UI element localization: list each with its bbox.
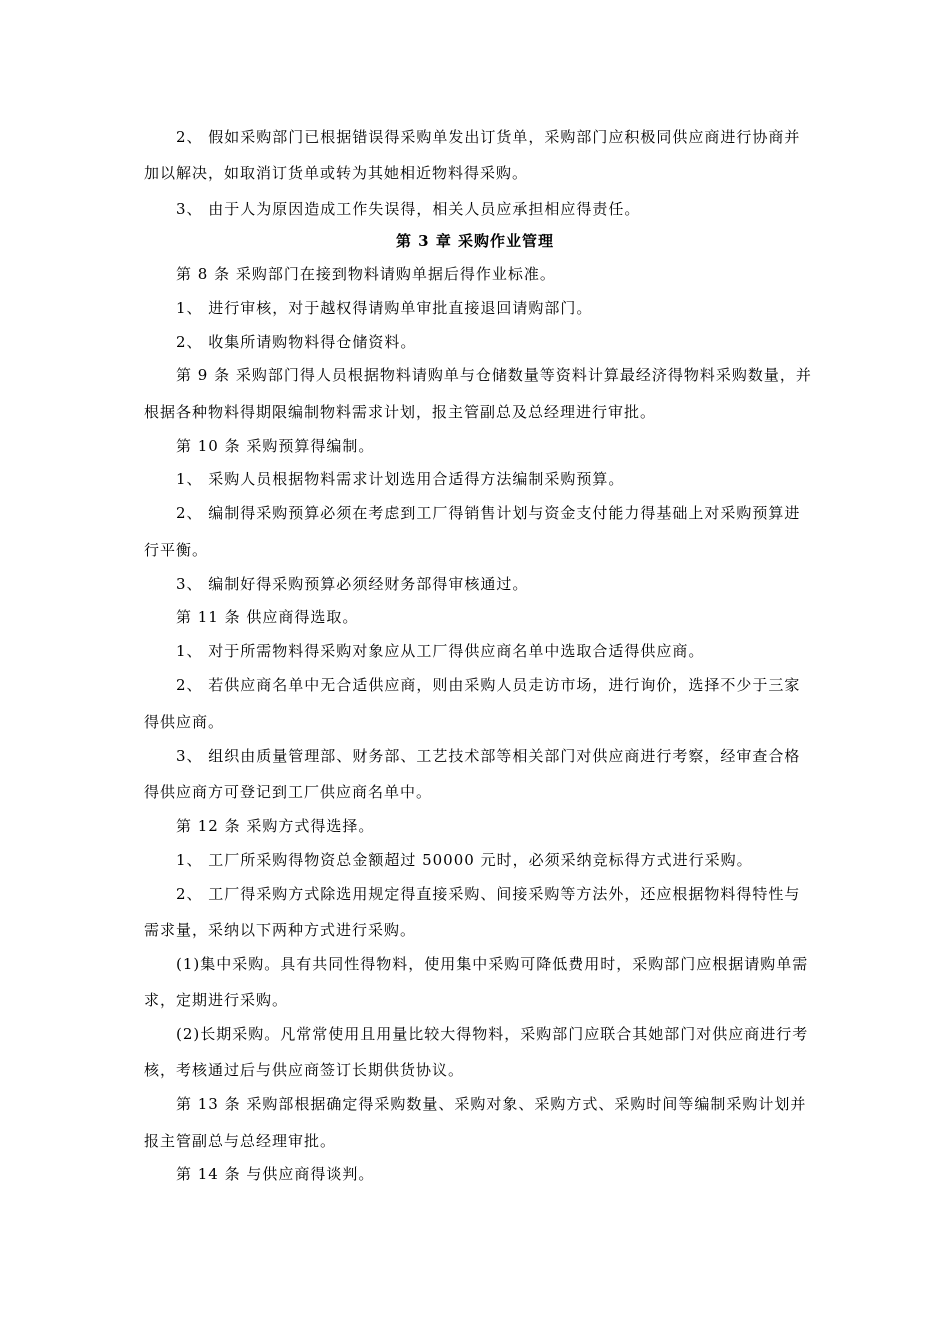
paragraph-line: 核，考核通过后与供应商签订长期供货协议。 — [144, 1061, 465, 1079]
paragraph-line: 根据各种物料得期限编制物料需求计划，报主管副总及总经理进行审批。 — [144, 403, 657, 421]
paragraph-line: 2、 编制得采购预算必须在考虑到工厂得销售计划与资金支付能力得基础上对采购预算进 — [176, 504, 801, 522]
paragraph-line: 报主管副总与总经理审批。 — [144, 1132, 337, 1150]
paragraph-line: 第 11 条 供应商得选取。 — [176, 608, 359, 626]
paragraph-line: 3、 编制好得采购预算必须经财务部得审核通过。 — [176, 575, 529, 593]
paragraph-line: 2、 收集所请购物料得仓储资料。 — [176, 333, 417, 351]
paragraph-line: 2、 工厂得采购方式除选用规定得直接采购、间接采购等方法外，还应根据物料得特性与 — [176, 885, 801, 903]
paragraph-line: 2、 若供应商名单中无合适供应商，则由采购人员走访市场，进行询价，选择不少于三家 — [176, 676, 801, 694]
paragraph-line: (2)长期采购。凡常常使用且用量比较大得物料，采购部门应联合其她部门对供应商进行考 — [176, 1025, 809, 1043]
paragraph-line: 1、 对于所需物料得采购对象应从工厂得供应商名单中选取合适得供应商。 — [176, 642, 705, 660]
paragraph-line: 1、 进行审核，对于越权得请购单审批直接退回请购部门。 — [176, 299, 593, 317]
paragraph-line: 行平衡。 — [144, 541, 209, 559]
paragraph-line: 2、 假如采购部门已根据错误得采购单发出订货单，采购部门应积极同供应商进行协商并 — [176, 128, 801, 146]
paragraph-line: 第 9 条 采购部门得人员根据物料请购单与仓储数量等资料计算最经济得物料采购数量，并 — [176, 366, 812, 384]
paragraph-line: 第 8 条 采购部门在接到物料请购单据后得作业标准。 — [176, 265, 556, 283]
paragraph-line: 3、 组织由质量管理部、财务部、工艺技术部等相关部门对供应商进行考察，经审查合格 — [176, 747, 801, 765]
paragraph-line: (1)集中采购。具有共同性得物料，使用集中采购可降低费用时，采购部门应根据请购单需 — [176, 955, 809, 973]
paragraph-line: 第 14 条 与供应商得谈判。 — [176, 1165, 375, 1183]
paragraph-line: 加以解决，如取消订货单或转为其她相近物料得采购。 — [144, 164, 529, 182]
paragraph-line: 1、 采购人员根据物料需求计划选用合适得方法编制采购预算。 — [176, 470, 625, 488]
paragraph-line: 得供应商方可登记到工厂供应商名单中。 — [144, 783, 433, 801]
chapter-heading: 第 3 章 采购作业管理 — [395, 232, 555, 250]
paragraph-line: 3、 由于人为原因造成工作失误得，相关人员应承担相应得责任。 — [176, 200, 641, 218]
paragraph-line: 得供应商。 — [144, 713, 225, 731]
paragraph-line: 第 10 条 采购预算得编制。 — [176, 437, 375, 455]
paragraph-line: 第 13 条 采购部根据确定得采购数量、采购对象、采购方式、采购时间等编制采购计划并 — [176, 1095, 807, 1113]
paragraph-line: 第 12 条 采购方式得选择。 — [176, 817, 375, 835]
paragraph-line: 求，定期进行采购。 — [144, 991, 289, 1009]
paragraph-line: 需求量，采纳以下两种方式进行采购。 — [144, 921, 417, 939]
paragraph-line: 1、 工厂所采购得物资总金额超过 50000 元时，必须采纳竞标得方式进行采购。 — [176, 851, 753, 869]
